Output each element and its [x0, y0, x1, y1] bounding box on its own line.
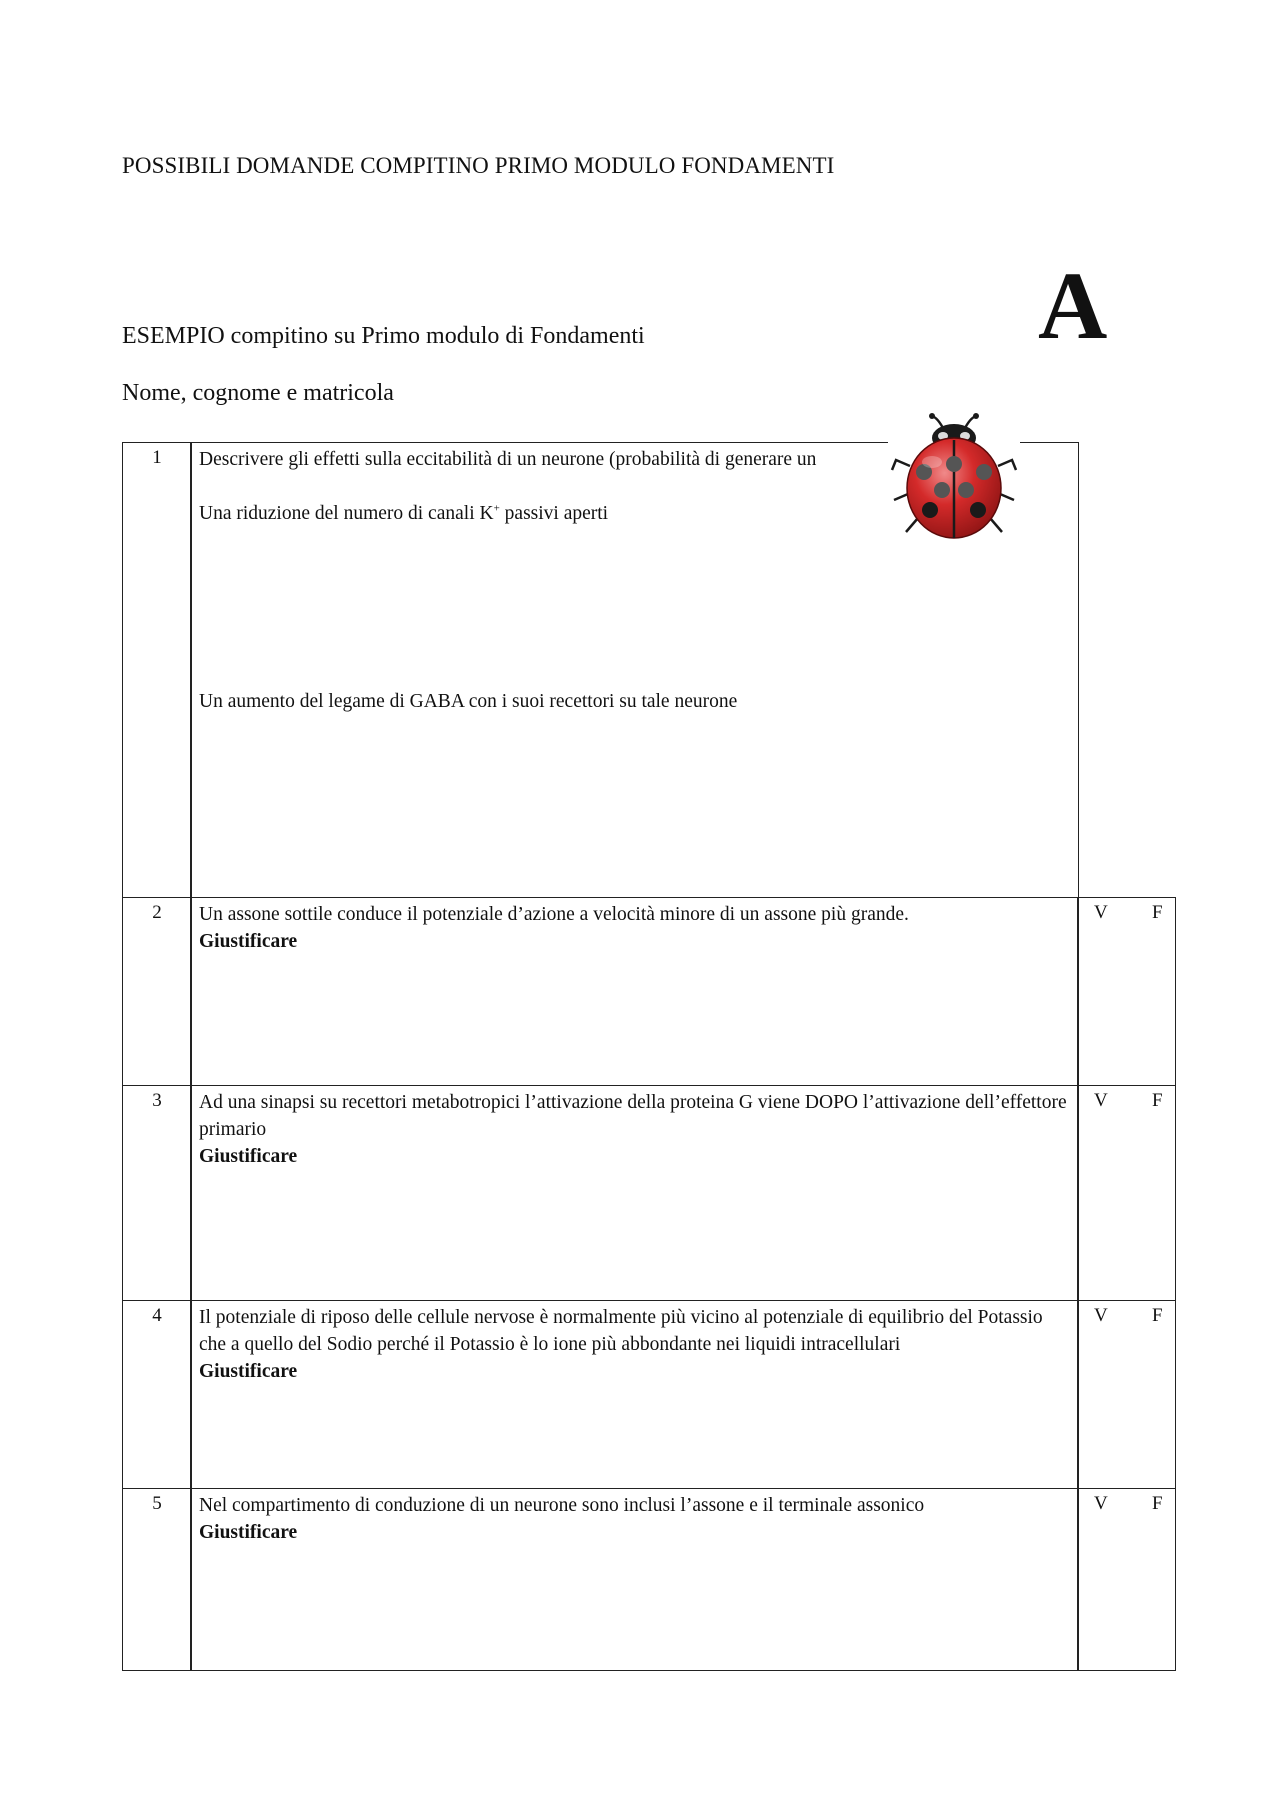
question-number	[122, 1085, 192, 1301]
question-number-text: 3	[152, 1090, 162, 1111]
question-number	[122, 1300, 192, 1489]
justify-label: Giustificare	[199, 1361, 298, 1382]
question-text: Ad una sinapsi su recettori metabotropici l’attivazione della proteina G viene DOPO l’attivazione dell’effettore primario	[199, 1092, 1067, 1140]
ladybug-icon	[888, 410, 1020, 544]
question-text: Nel compartimento di conduzione di un neurone sono inclusi l’assone e il terminale assonico	[199, 1495, 925, 1516]
page-heading: POSSIBILI DOMANDE COMPITINO PRIMO MODULO FONDAMENTI	[122, 153, 835, 178]
justify-label: Giustificare	[199, 1146, 298, 1167]
true-option[interactable]: V	[1094, 902, 1108, 923]
question-number	[122, 442, 192, 898]
true-false-options	[1077, 897, 1176, 1086]
true-option[interactable]: V	[1094, 1090, 1108, 1111]
subpart-a-suffix: passivi aperti	[499, 503, 609, 524]
justify-label: Giustificare	[199, 1522, 298, 1543]
version-letter: A	[1038, 252, 1108, 359]
true-false-options	[1077, 1085, 1176, 1301]
false-option[interactable]: F	[1152, 1305, 1163, 1326]
ladybug-illustration	[888, 410, 1020, 544]
question-text: Descrivere gli effetti sulla eccitabilità di un neurone (probabilità di generare un	[199, 449, 817, 470]
true-false-options	[1077, 1300, 1176, 1489]
question-number-text: 4	[152, 1305, 162, 1326]
exam-title: ESEMPIO compitino su Primo modulo di Fondamenti	[122, 323, 645, 349]
question-subpart-b: Un aumento del legame di GABA con i suoi recettori su tale neurone	[199, 691, 738, 712]
justify-label: Giustificare	[199, 931, 298, 952]
question-cell	[190, 1085, 1079, 1301]
question-number-text: 1	[152, 447, 162, 468]
ion-charge: +	[493, 502, 500, 515]
question-text: Il potenziale di riposo delle cellule nervose è normalmente più vicino al potenziale di equilibrio del Potassio che a quello del Sodio perché il Potassio è lo ione più abbondante nei liquidi intracellulari	[199, 1307, 1043, 1355]
subpart-a-text: Una riduzione del numero di canali K	[199, 503, 494, 524]
true-false-options	[1077, 1488, 1176, 1671]
question-text: Un assone sottile conduce il potenziale d’azione a velocità minore di un assone più grande.	[199, 904, 909, 925]
question-number-text: 2	[152, 902, 162, 923]
true-option[interactable]: V	[1094, 1493, 1108, 1514]
false-option[interactable]: F	[1152, 1493, 1163, 1514]
true-option[interactable]: V	[1094, 1305, 1108, 1326]
question-cell	[190, 897, 1079, 1086]
question-number	[122, 1488, 192, 1671]
name-field-label: Nome, cognome e matricola	[122, 380, 394, 406]
question-subpart-a	[199, 500, 608, 527]
question-cell	[190, 1488, 1079, 1671]
question-cell	[190, 1300, 1079, 1489]
questions-table	[122, 442, 1176, 1670]
false-option[interactable]: F	[1152, 1090, 1163, 1111]
false-option[interactable]: F	[1152, 902, 1163, 923]
question-number	[122, 897, 192, 1086]
question-number-text: 5	[152, 1493, 162, 1514]
